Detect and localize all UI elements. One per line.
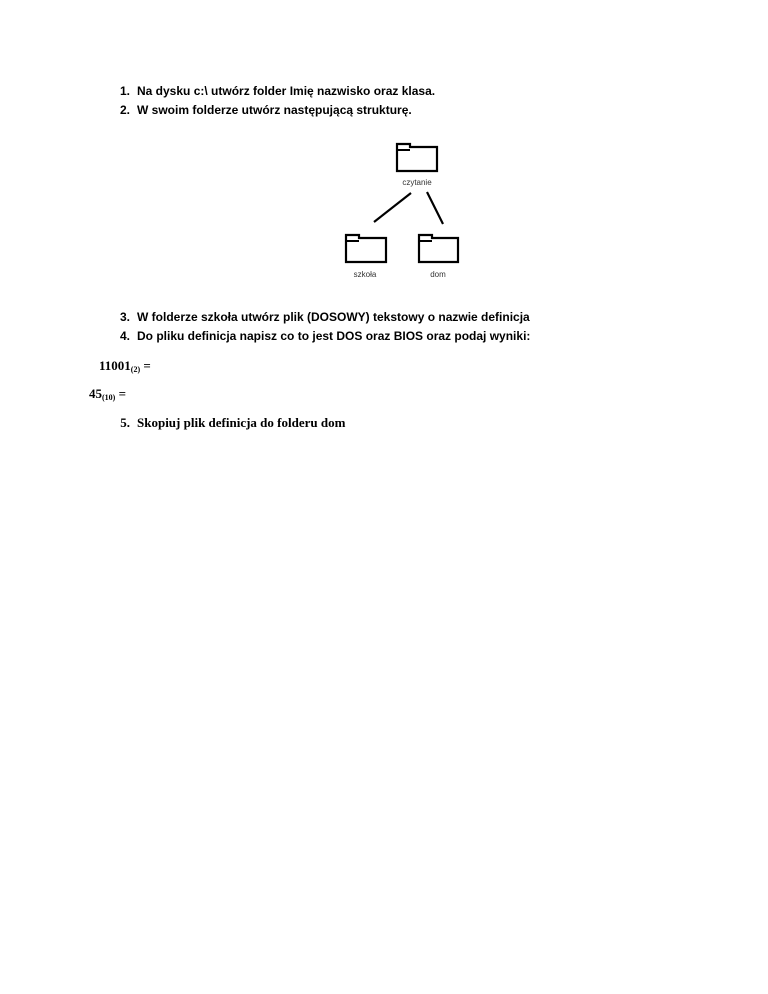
conversion-decimal xyxy=(89,386,126,402)
folder-icon-child-2 xyxy=(419,235,458,262)
instruction-4 xyxy=(108,329,530,343)
conversion-binary-number: 11001 xyxy=(99,358,131,373)
connector-line-left xyxy=(374,193,411,222)
folder-label-child-2: dom xyxy=(430,270,446,279)
instruction-3-text: W folderze szkoła utwórz plik (DOSOWY) tekstowy o nazwie definicja xyxy=(137,310,530,324)
instruction-1 xyxy=(108,84,435,98)
instruction-1-text: Na dysku c:\ utwórz folder Imię nazwisko oraz klasa. xyxy=(137,84,436,98)
conversion-binary xyxy=(99,358,151,374)
instruction-3-number: 3. xyxy=(119,310,130,324)
conversion-decimal-number: 45 xyxy=(89,386,102,401)
instruction-4-number: 4. xyxy=(119,329,130,343)
folder-label-child-1: szkoła xyxy=(353,270,377,279)
instruction-2-text: W swoim folderze utwórz następującą strukturę. xyxy=(137,103,412,117)
instruction-5 xyxy=(108,415,345,431)
instruction-3 xyxy=(108,310,530,324)
conversion-decimal-base: (10) xyxy=(102,393,116,402)
folder-label-root: czytanie xyxy=(402,178,432,187)
instruction-4-text: Do pliku definicja napisz co to jest DOS oraz BIOS oraz podaj wyniki: xyxy=(137,329,531,343)
folder-icon-root xyxy=(397,144,437,171)
instruction-5-number: 5. xyxy=(120,415,130,430)
conversion-decimal-equals: = xyxy=(118,386,126,401)
folder-icon-child-1 xyxy=(346,235,386,262)
instruction-2 xyxy=(108,103,412,117)
conversion-binary-base: (2) xyxy=(130,365,141,374)
instruction-2-number: 2. xyxy=(119,103,130,117)
conversion-binary-equals: = xyxy=(143,358,151,373)
instruction-1-number: 1. xyxy=(119,84,130,98)
connector-line-right xyxy=(427,192,443,224)
folder-structure-diagram xyxy=(330,138,470,283)
instruction-5-text: Skopiuj plik definicja do folderu dom xyxy=(137,415,346,430)
